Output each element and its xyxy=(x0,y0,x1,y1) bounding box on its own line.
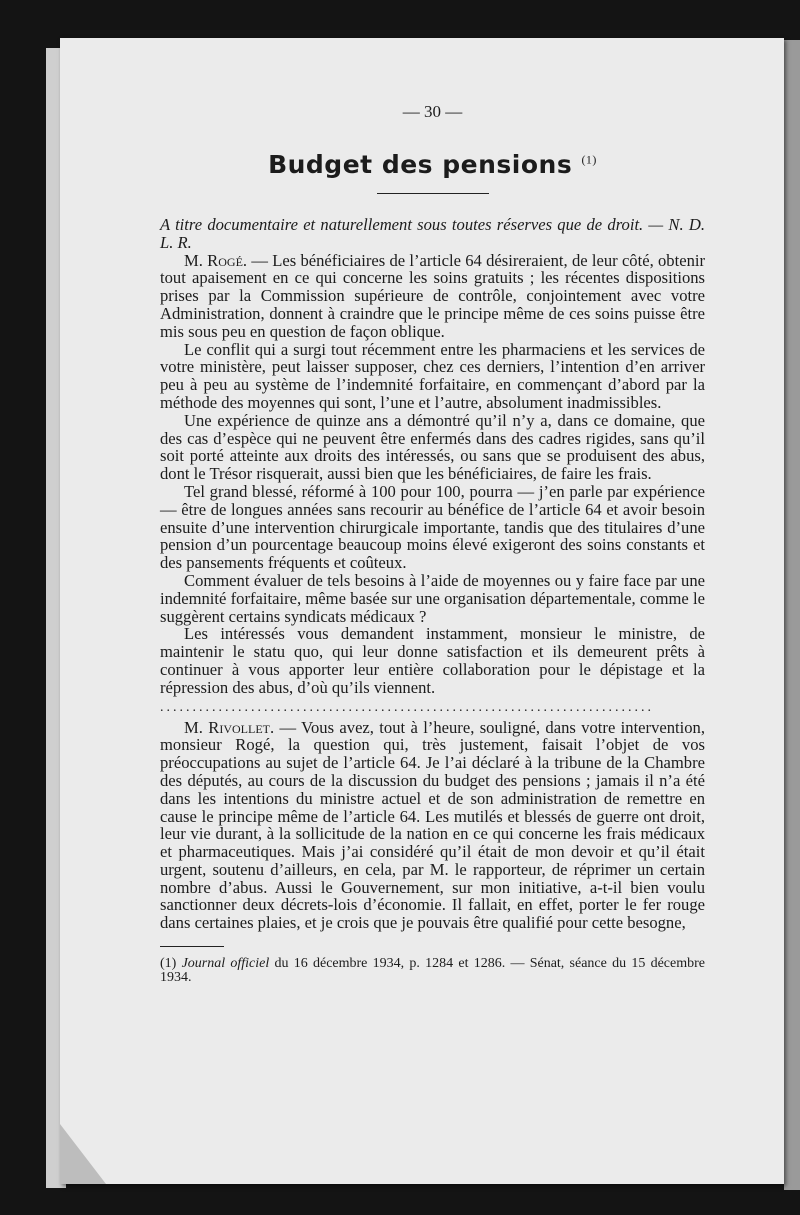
page-title xyxy=(160,150,705,179)
title-divider xyxy=(377,193,489,194)
title-text: Budget des pensions xyxy=(268,150,573,179)
paragraph-roge-6: Les intéressés vous demandent instamment, monsieur le ministre, de maintenir le statu quo, qui leur donne satisfaction et ils demeurent prêts à continuer à vous apporter leur entière collaboration pour le dépistage et la répression des abus, d’où qu’ils viennent. xyxy=(160,624,705,697)
footnote-divider xyxy=(160,946,224,947)
footnote-text: du 16 décembre 1934, p. 1284 et 1286. — Sénat, séance du 15 décembre 1934. xyxy=(160,956,705,986)
speaker-name-rivollet: M. Rivollet. xyxy=(184,717,275,737)
paragraph-roge-1 xyxy=(160,252,705,341)
paragraph-roge-4: Tel grand blessé, réformé à 100 pour 100, pourra — j’en parle par expérience — être de longues années sans recourir au bénéfice de l’article 64 et avoir besoin ensuite d’une intervention chirurgicale importante, tandis que des titulaires d’une pension d’un pourcentage beaucoup moins élevé exigeront des soins constants et des pansements fréquents et coûteux. xyxy=(160,481,705,573)
speaker-name-roge: M. Rogé. xyxy=(184,250,248,270)
footnote-source: Journal officiel xyxy=(181,956,270,972)
paragraph-rivollet xyxy=(160,719,705,933)
title-footnote-mark: (1) xyxy=(581,152,597,167)
page-right-edge xyxy=(784,40,800,1190)
paragraph-roge-2: Le conflit qui a surgi tout récemment entre les pharmaciens et les services de votre ministère, peut laisser supposer, chez ces derniers, l’intention d’en arriver peu à peu au système de l’indemnité forfaitaire, en commençant d’abord par la méthode des moyennes qui sont, l’une et l’autre, absolument inadmissibles. xyxy=(160,339,705,412)
footnote xyxy=(160,957,705,985)
paragraph-text: — Vous avez, tout à l’heure, souligné, dans votre intervention, monsieur Rogé, la question qui, très justement, faisait l’objet de vos préoccupations au sujet de l’article 64. Je l’ai déclaré à la tribune de la Chambre des députés, au cours de la discussion du budget des pensions ; jamais il n’a été dans les intentions du ministre actuel et de son administration de remettre en cause le principe même de l’article 64. Les mutilés et blessés de guerre ont droit, leur vie durant, à la sollicitude de la nation en ce qui concerne les frais médicaux et pharmaceutiques. Mais j’ai considéré qu’il était de mon devoir et qu’il était urgent, soutenu d’ailleurs, en cela, par M. le rapporteur, de réprimer un certain nombre d’abus. Aussi le Gouvernement, sur mon initiative, a-t-il bien voulu sanctionner deux décrets-lois d’économie. Il fallait, en effet, porter le fer rouge dans certaines plaies, et je crois que je pouvais être qualifié pour cette besogne, xyxy=(160,717,705,933)
paragraph-roge-3: Une expérience de quinze ans a démontré qu’il n’y a, dans ce domaine, que des cas d’espèce qui ne peuvent être enfermés dans des cadres rigides, sans qu’il soit porté atteinte aux droits des intéressés, ou sans que se produisent des abus, dont le Trésor risquerait, aussi bien que les bénéficiaires, de faire les frais. xyxy=(160,410,705,484)
ellipsis-separator: ............................................................................ xyxy=(160,700,654,715)
page-content xyxy=(160,102,705,985)
paragraph-roge-5: Comment évaluer de tels besoins à l’aide de moyennes ou y faire face par une indemnité forfaitaire, même basée sur une organisation départementale, comme le suggèrent certains syndicats médicaux ? xyxy=(160,570,705,626)
footnote-mark: (1) xyxy=(160,956,177,972)
editor-note: A titre documentaire et naturellement sous toutes réserves que de droit. — N. D. L. R. xyxy=(160,215,705,252)
paragraph-text: — Les bénéficiaires de l’article 64 désireraient, de leur côté, obtenir tout apaisement en ce qui concerne les soins gratuits ; les récentes dispositions prises par la Commission supérieure de contrôle, conjointement avec votre Administration, donnent à craindre que le principe même de ces soins puisse être mis sous peu en question de façon oblique. xyxy=(160,250,705,341)
page-number: — 30 — xyxy=(402,102,463,121)
